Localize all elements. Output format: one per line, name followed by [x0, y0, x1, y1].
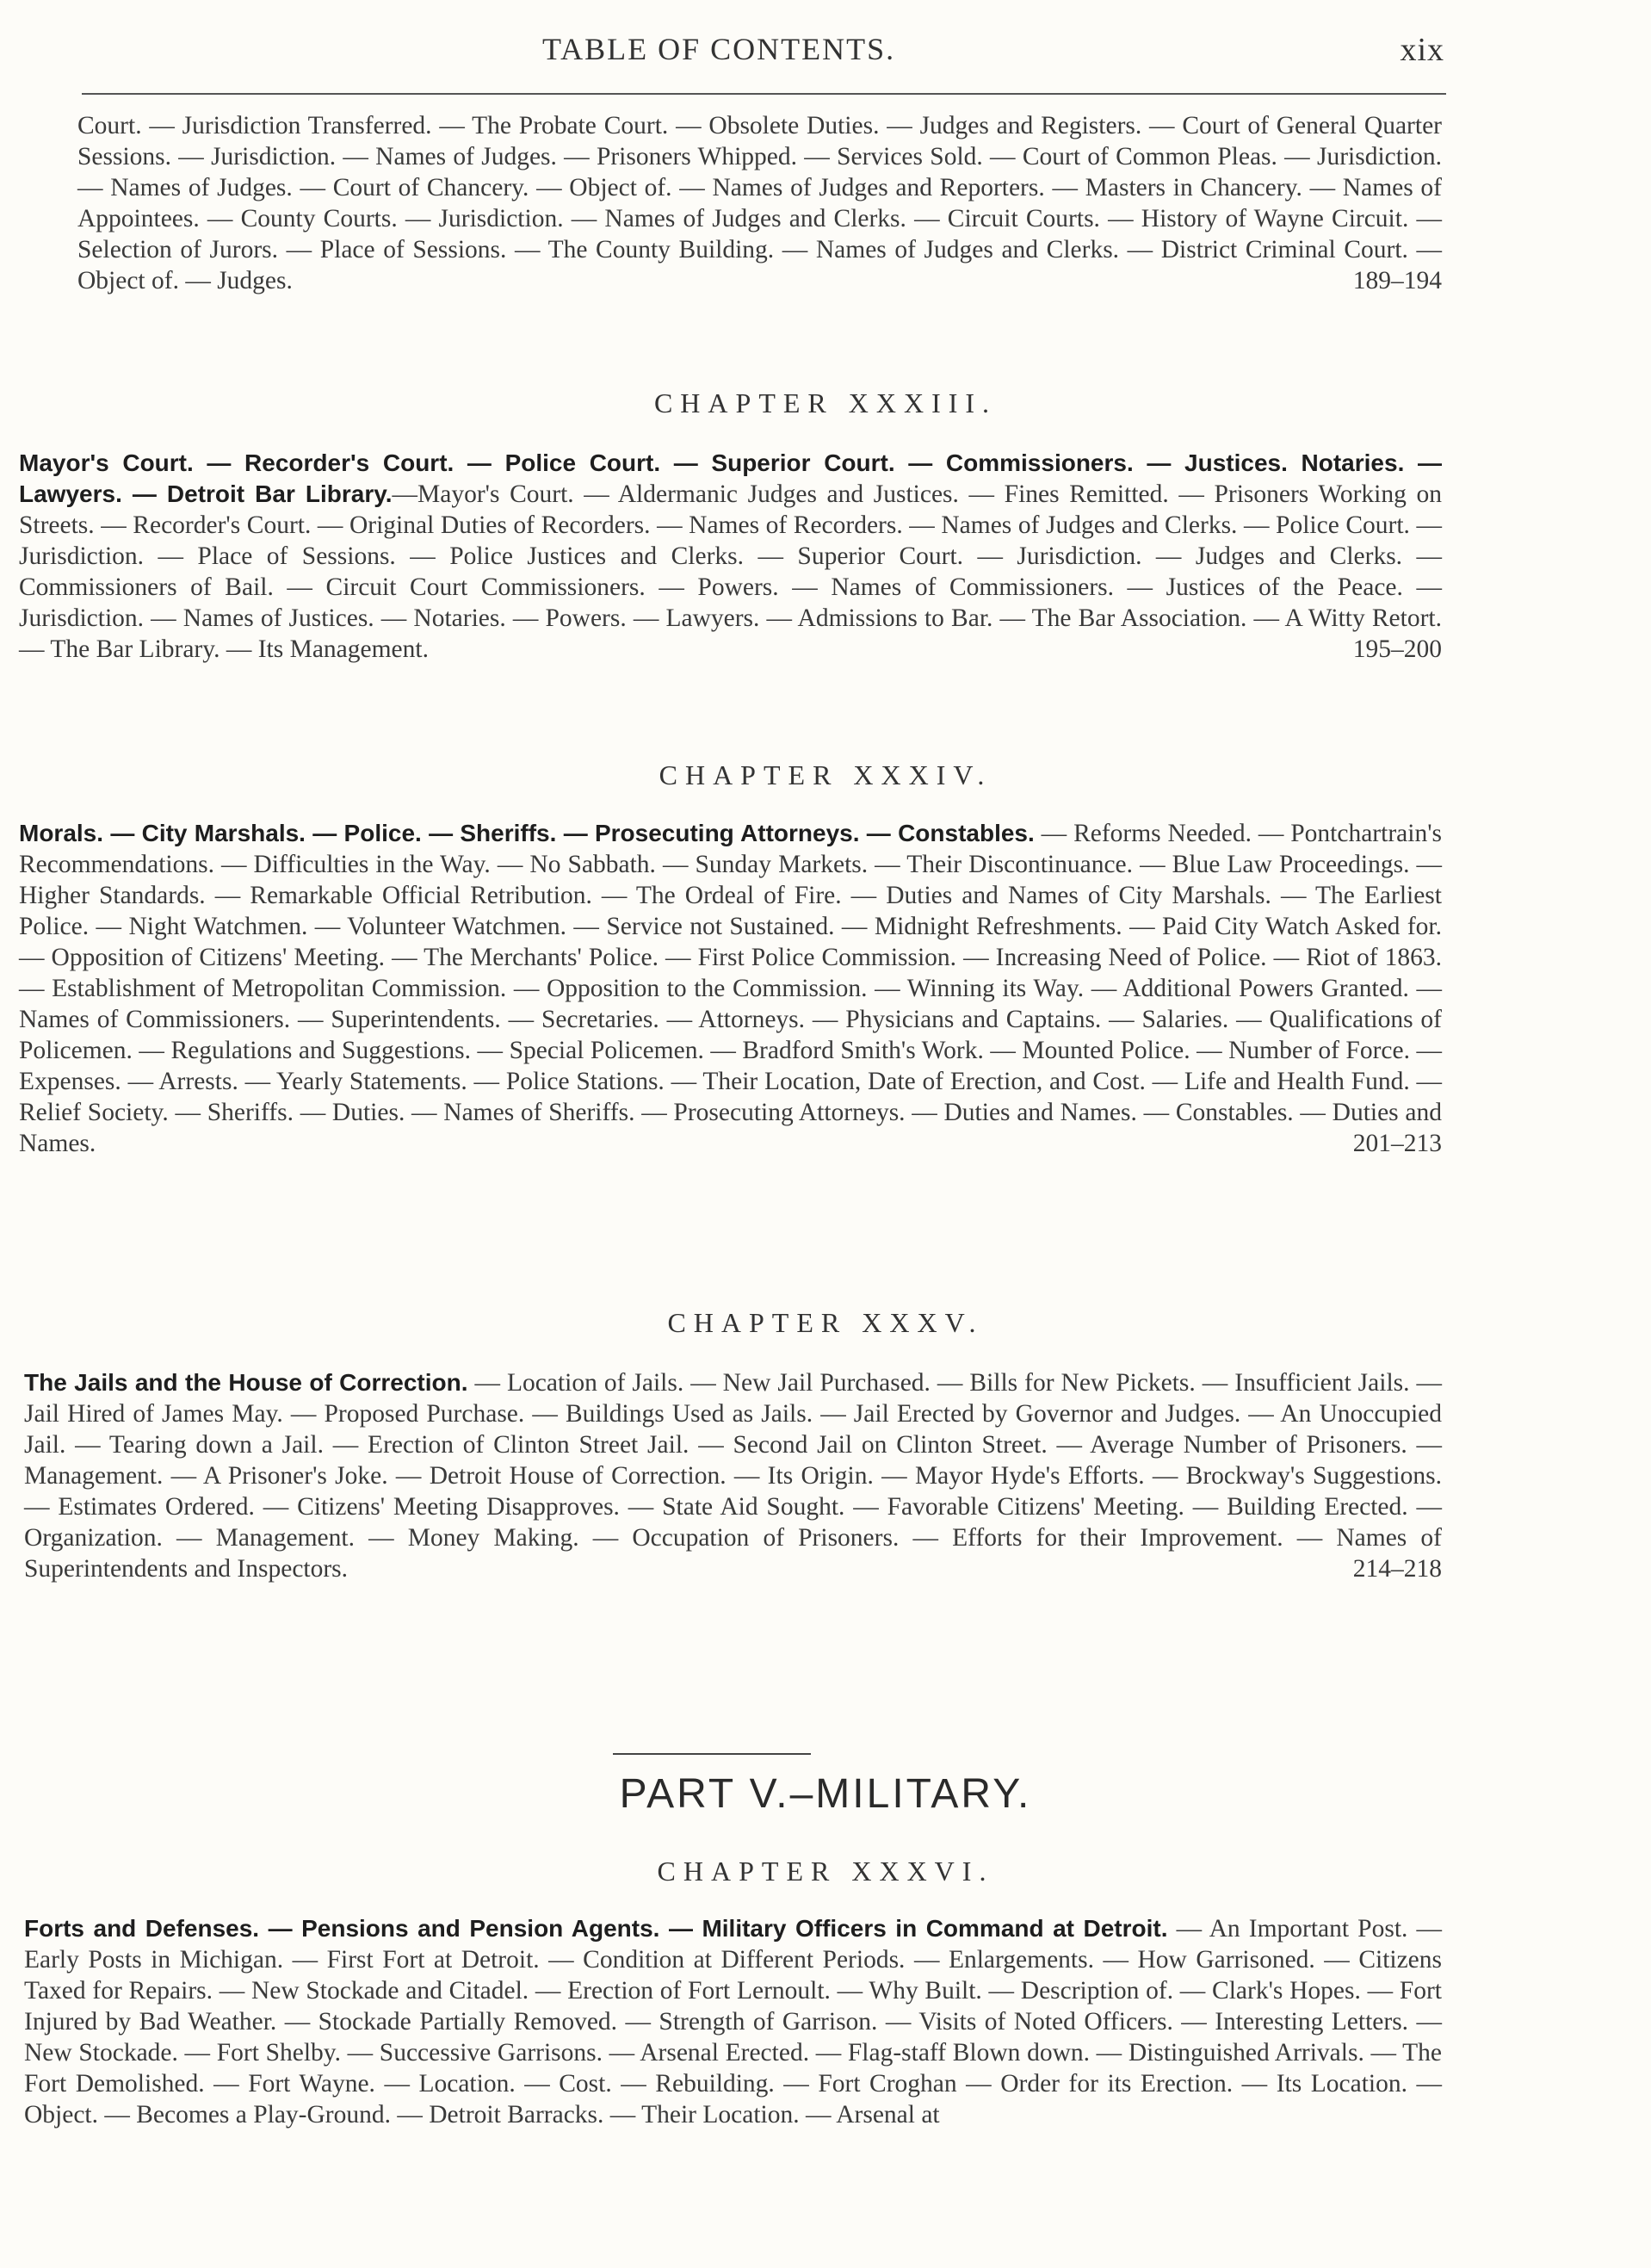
entry-text: — Reforms Needed. — Pontchartrain's Recommendations. — Difficulties in the Way. — No Sabbath. — Sunday Markets. — Their Discontinuance. — Blue Law Proceedings. — Higher Standards. — Remarkable Official Retribution. — The Ordeal of Fire. — Duties and Names of City Marshals. — The Earliest Police. — Night Watchmen. — Volunteer Watchmen. — Service not Sustained. — Midnight Refreshments. — Paid City Watch Asked for. — Opposition of Citizens' Meeting. — The Merchants' Police. — First Police Commission. — Increasing Need of Police. — Riot of 1863. — Establishment of Metropolitan Commission. — Opposition to the Commission. — Winning its Way. — Additional Powers Granted. — Names of Commissioners. — Superintendents. — Secretaries. — Attorneys. — Physicians and Captains. — Salaries. — Qualifications of Policemen. — Regulations and Suggestions. — Special Policemen. — Bradford Smith's Work. — Mounted Police. — Number of Force. — Expenses. — Arrests. — Yearly Statements. — Police Stations. — Their Location, Date of Erection, and Cost. — Life and Health Fund. — Relief Society. — Sheriffs. — Duties. — Names of Sheriffs. — Prosecuting Attorneys. — Duties and Names. — Constables. — Duties and Names.: [19, 820, 1442, 1157]
running-head: [0, 31, 1651, 74]
chapter-heading-34: CHAPTER XXXIV.: [659, 759, 992, 790]
entry-text: Court. — Jurisdiction Transferred. — The Probate Court. — Obsolete Duties. — Judges and Registers. — Court of General Quarter Sessions. — Jurisdiction. — Names of Judges. — Prisoners Whipped. — Services Sold. — Court of Common Pleas. — Jurisdiction. — Names of Judges. — Court of Chancery. — Object of. — Names of Judges and Reporters. — Masters in Chancery. — Names of Appointees. — County Courts. — Jurisdiction. — Names of Judges and Clerks. — Circuit Courts. — History of Wayne Circuit. — Selection of Jurors. — Place of Sessions. — The County Building. — Names of Judges and Clerks. — District Criminal Court. — Object of. — Judges.: [77, 112, 1442, 294]
page-range: 189–194: [1352, 267, 1442, 294]
chapter-heading-33: CHAPTER XXXIII.: [653, 387, 998, 418]
page-number: xix: [1400, 32, 1444, 68]
header-rule: [82, 93, 1446, 95]
entry-text: — Location of Jails. — New Jail Purchased. — Bills for New Pickets. — Insufficient Jails. — Jail Hired of James May. — Proposed Purchase. — Buildings Used as Jails. — Jail Erected by Governor and Judges. — An Unoccupied Jail. — Tearing down a Jail. — Erection of Clinton Street Jail. — Second Jail on Clinton Street. — Average Number of Prisoners. — Management. — A Prisoner's Joke. — Detroit House of Correction. — Its Origin. — Mayor Hyde's Efforts. — Brockway's Suggestions. — Estimates Ordered. — Citizens' Meeting Disapproves. — State Aid Sought. — Favorable Citizens' Meeting. — Building Erected. — Organization. — Management. — Money Making. — Occupation of Prisoners. — Efforts for their Improvement. — Names of Superintendents and Inspectors.: [24, 1369, 1442, 1583]
page-range: 201–213: [1352, 1130, 1442, 1157]
entry-chapter-35: [24, 1367, 1442, 1584]
entry-chapter-36: [24, 1913, 1442, 2130]
entry-text: — An Important Post. — Early Posts in Michigan. — First Fort at Detroit. — Condition at Different Periods. — Enlargements. — How Garrisoned. — Citizens Taxed for Repairs. — New Stockade and Citadel. — Erection of Fort Lernoult. — Why Built. — Description of. — Clark's Hopes. — Fort Injured by Bad Weather. — Stockade Partially Removed. — Strength of Garrison. — Visits of Noted Officers. — Interesting Letters. — New Stockade. — Fort Shelby. — Successive Garrisons. — Arsenal Erected. — Flag-staff Blown down. — Distinguished Arrivals. — The Fort Demolished. — Fort Wayne. — Location. — Cost. — Rebuilding. — Fort Croghan — Order for its Erection. — Its Location. — Object. — Becomes a Play-Ground. — Detroit Barracks. — Their Location. — Arsenal at: [24, 1915, 1442, 2129]
running-title: TABLE OF CONTENTS.: [542, 32, 896, 66]
page-range: 195–200: [1352, 635, 1442, 663]
entry-lead: Mayor's Court. — Recorder's Court. — Police Court. — Superior Court. — Commissioners. — Justices. Notaries. — Lawyers. — Detroit Bar Library.: [19, 449, 1442, 507]
entry-lead: The Jails and the House of Correction.: [24, 1369, 468, 1396]
page-range: 214–218: [1352, 1555, 1442, 1583]
entry-lead: Morals. — City Marshals. — Police. — Sheriffs. — Prosecuting Attorneys. — Constables.: [19, 820, 1035, 846]
entry-chapter-33: [19, 448, 1442, 665]
entry-text: —Mayor's Court. — Aldermanic Judges and Justices. — Fines Remitted. — Prisoners Working on Streets. — Recorder's Court. — Original Duties of Recorders. — Names of Recorders. — Names of Judges and Clerks. — Police Court. — Jurisdiction. — Place of Sessions. — Police Justices and Clerks. — Superior Court. — Jurisdiction. — Judges and Clerks. — Commissioners of Bail. — Circuit Court Commissioners. — Powers. — Names of Commissioners. — Justices of the Peace. — Jurisdiction. — Names of Justices. — Notaries. — Powers. — Lawyers. — Admissions to Bar. — The Bar Association. — A Witty Retort. — The Bar Library. — Its Management.: [19, 480, 1442, 663]
part-heading: PART V.–MILITARY.: [619, 1771, 1032, 1817]
entry-court-continued: [77, 110, 1442, 296]
section-divider: [613, 1753, 811, 1755]
chapter-heading-35: CHAPTER XXXV.: [667, 1307, 984, 1338]
chapter-heading-36: CHAPTER XXXVI.: [657, 1856, 994, 1887]
entry-chapter-34: [19, 818, 1442, 1159]
entry-lead: Forts and Defenses. — Pensions and Pension Agents. — Military Officers in Command at Detroit.: [24, 1915, 1168, 1942]
